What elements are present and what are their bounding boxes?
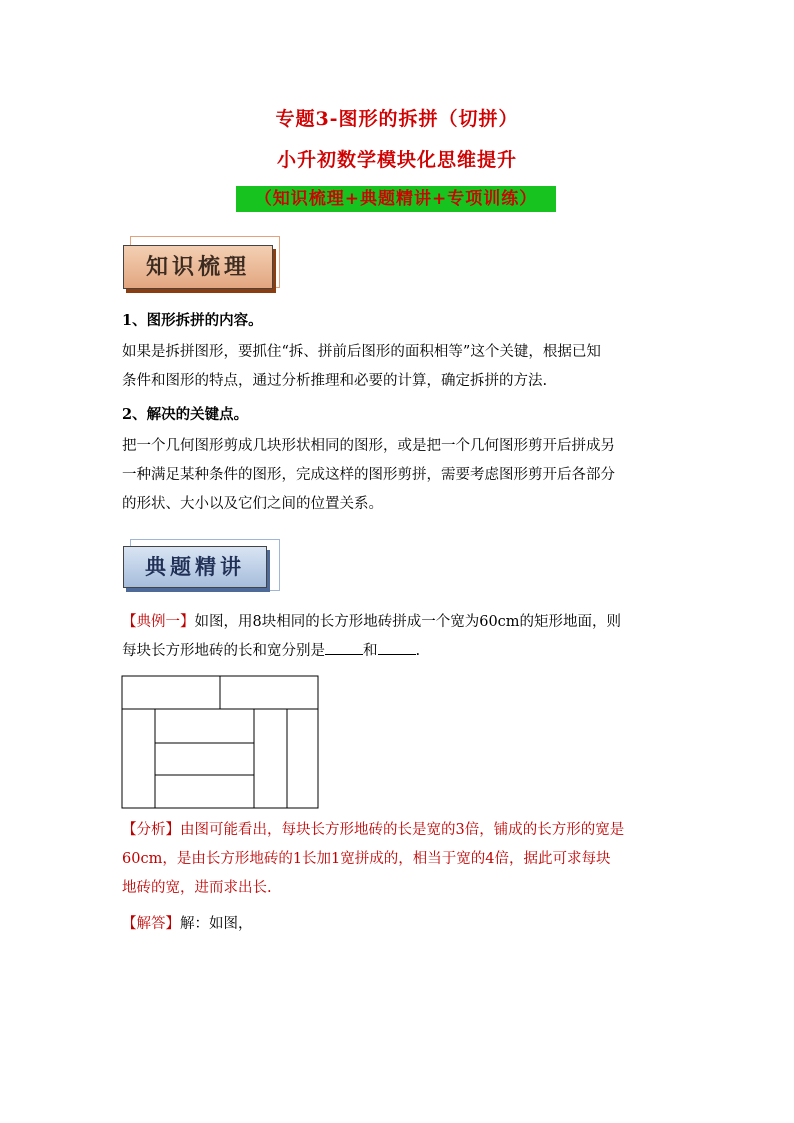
point2-line3: 的形状、大小以及它们之间的位置关系。 xyxy=(122,496,383,512)
answer-blank-width[interactable] xyxy=(378,642,416,655)
point2-line1: 把一个几何图形剪成几块形状相同的图形，或是把一个几何图形剪开后拼成另 xyxy=(122,438,615,454)
knowledge-banner: 知识梳理 xyxy=(123,245,273,289)
example1-line1-text: 如图，用8块相同的长方形地砖拼成一个宽为60cm的矩形地面，则 xyxy=(194,614,622,630)
point2-body xyxy=(122,432,682,519)
point1-line2: 条件和图形的特点，通过分析推理和必要的计算，确定拆拼的方法. xyxy=(122,373,548,389)
analysis-line2: 60cm，是由长方形地砖的1长加1宽拼成的，相当于宽的4倍，据此可求每块 xyxy=(122,851,611,867)
examples-banner: 典题精讲 xyxy=(123,546,267,588)
example1-text xyxy=(122,608,682,666)
example1-line2-a: 每块长方形地砖的长和宽分别是 xyxy=(122,643,325,659)
answer-blank-length[interactable] xyxy=(325,642,363,655)
point1-body xyxy=(122,338,682,396)
analysis-line1 xyxy=(122,816,682,845)
point1-line1: 如果是拆拼图形，要抓住“拆、拼前后图形的面积相等”这个关键，根据已知 xyxy=(122,344,601,360)
solution-body: 解：如图， xyxy=(180,916,253,932)
point2-heading: 2、解决的关键点。 xyxy=(122,406,249,423)
analysis-tag: 【分析】 xyxy=(122,822,180,838)
document-title: 专题3-图形的拆拼（切拼） xyxy=(275,108,519,130)
solution-text xyxy=(122,910,682,939)
analysis-line3: 地砖的宽，进而求出长. xyxy=(122,880,272,896)
solution-tag: 【解答】 xyxy=(122,916,180,932)
example1-tag: 【典例一】 xyxy=(122,614,195,630)
example1-line2-b: 和 xyxy=(363,643,378,659)
example1-line1 xyxy=(122,608,682,637)
example1-line2 xyxy=(122,637,682,666)
point1-heading: 1、图形拆拼的内容。 xyxy=(122,312,263,329)
document-tagline: （知识梳理+典题精讲+专项训练） xyxy=(236,186,556,212)
example1-line2-end: . xyxy=(415,643,421,659)
document-subtitle: 小升初数学模块化思维提升 xyxy=(276,149,517,171)
tile-figure xyxy=(121,675,321,811)
analysis-line1-text: 由图可能看出，每块长方形地砖的长是宽的3倍，铺成的长方形的宽是 xyxy=(180,822,625,838)
analysis-text xyxy=(122,816,682,903)
point2-line2: 一种满足某种条件的图形，完成这样的图形剪拼，需要考虑图形剪开后各部分 xyxy=(122,467,615,483)
